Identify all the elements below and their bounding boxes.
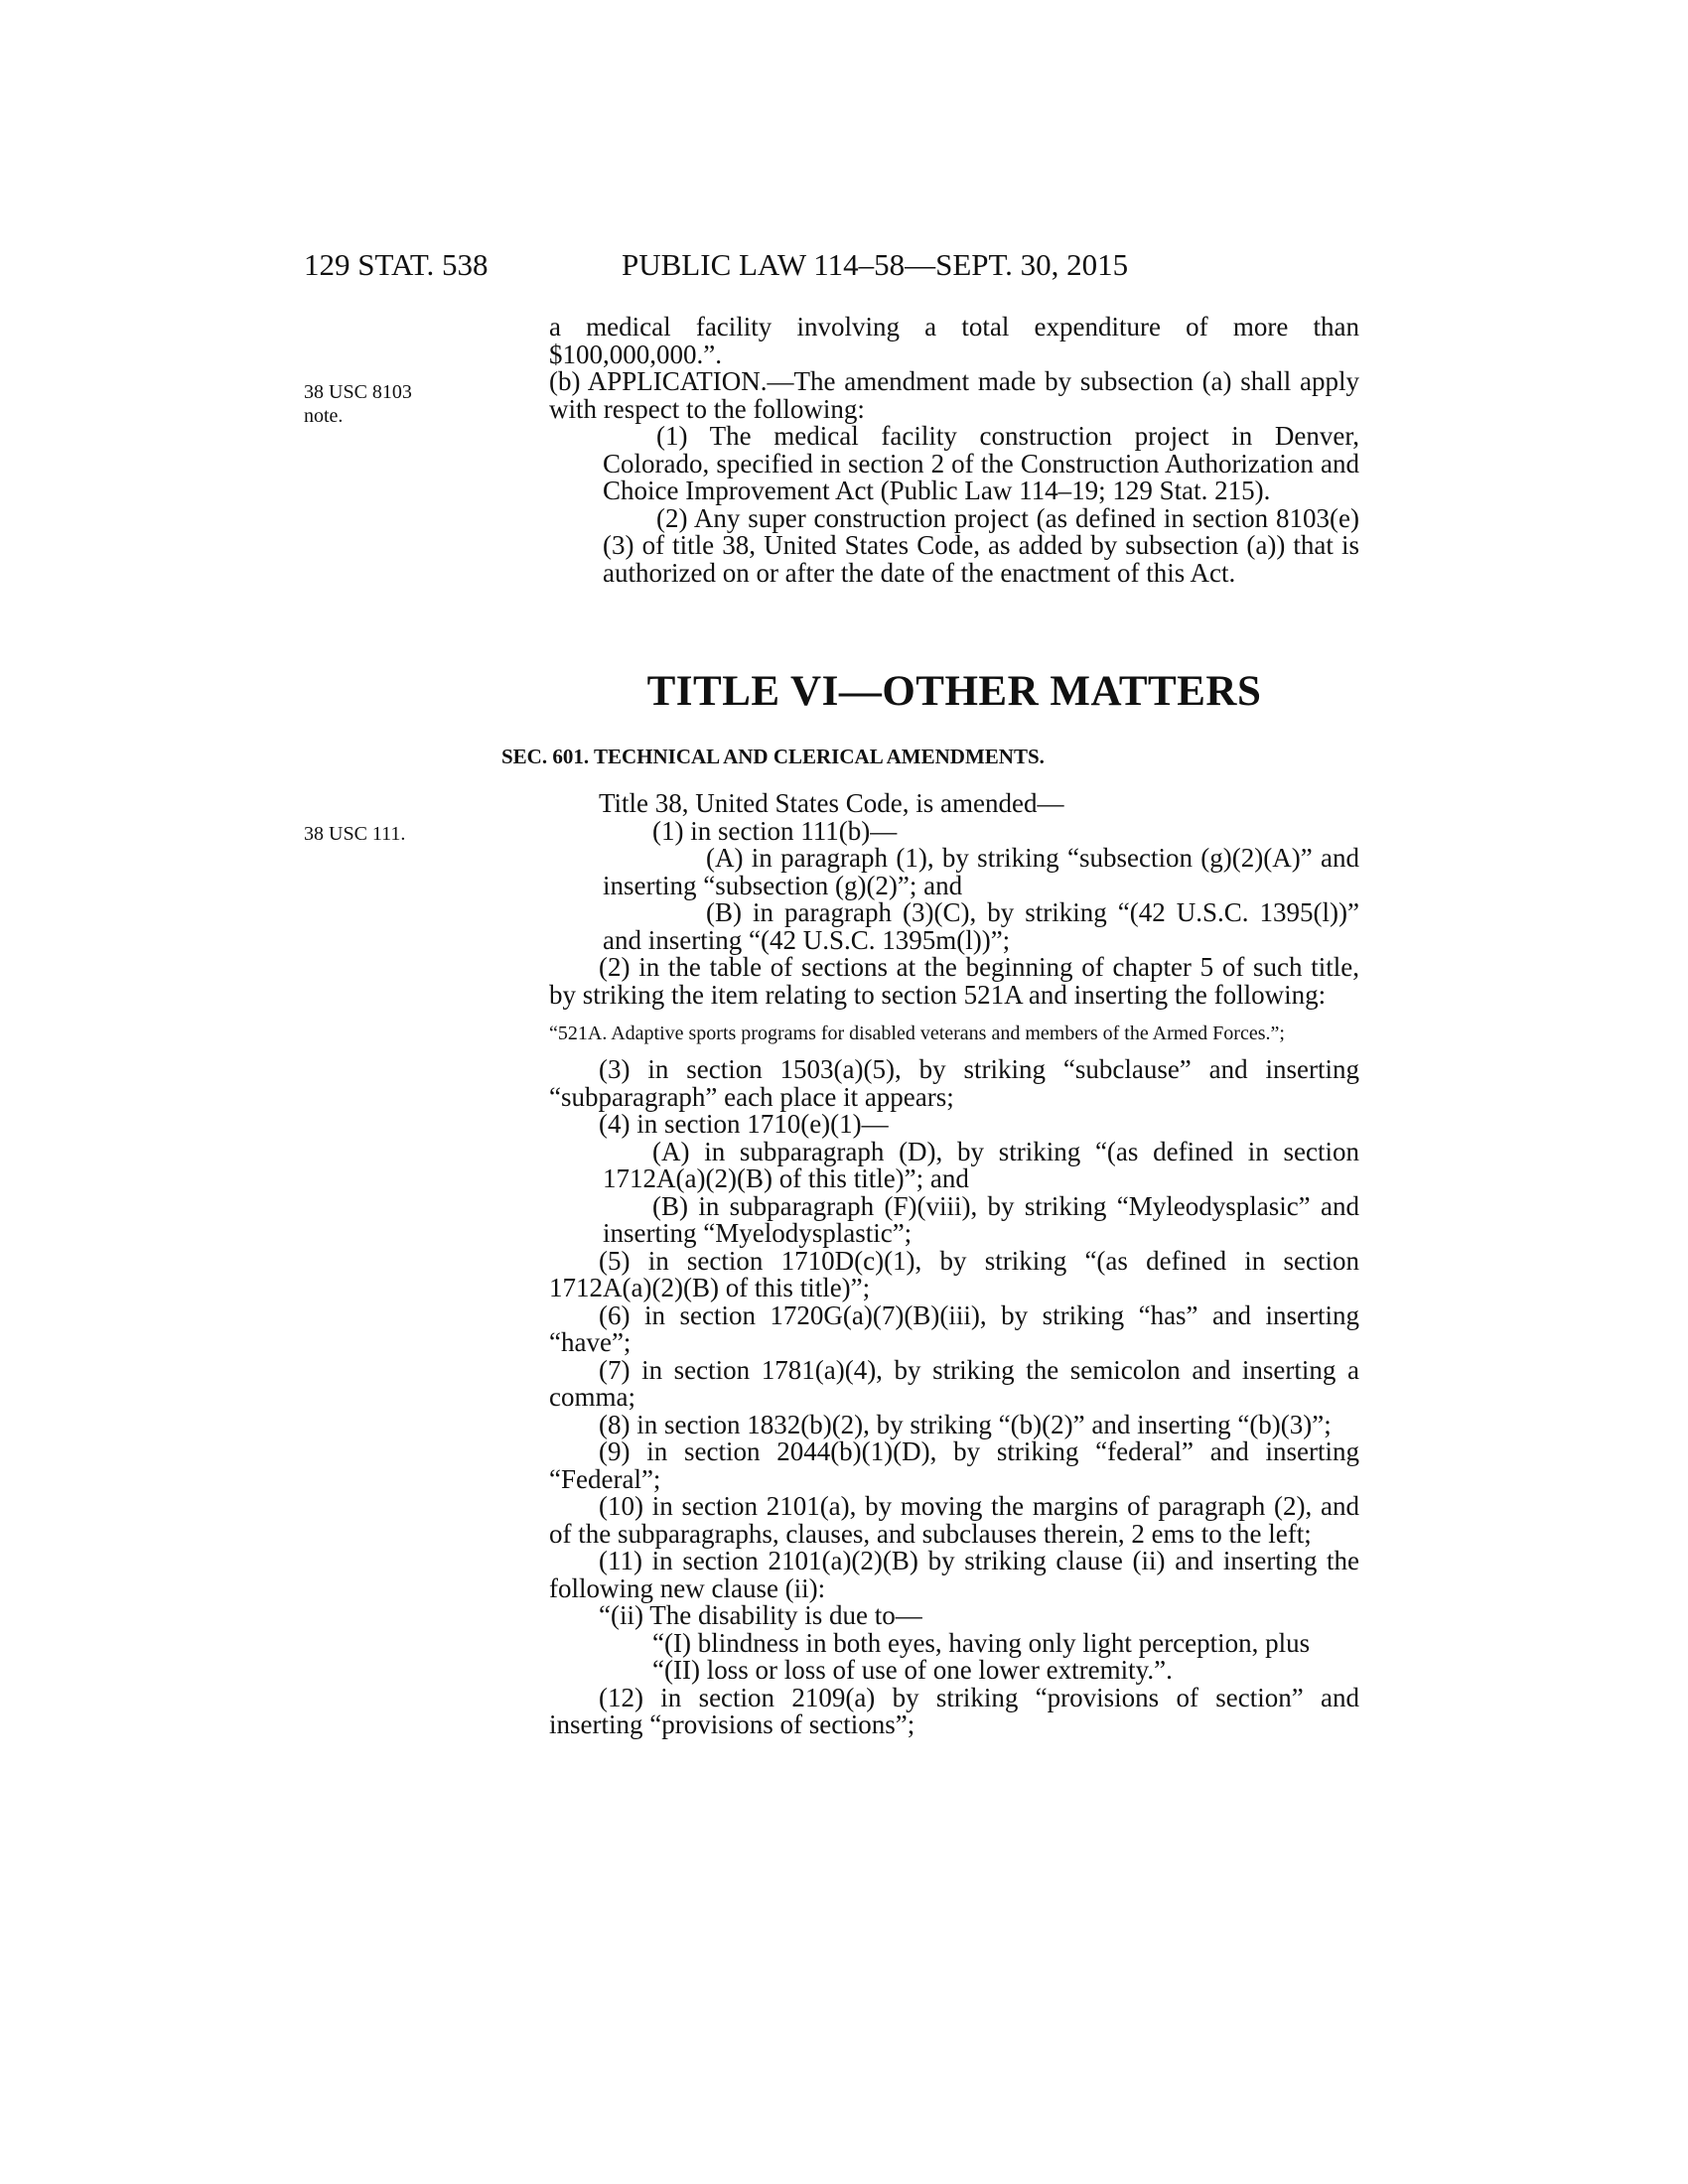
app-subitem-2: (2) Any super construction project (as defined in section 8103(e)(3) of title 38, United States Code, as added by subsection (a)) that is authorized on or after the date of the enactment of this Act. (603, 502, 1359, 588)
item-11: (11) in section 2101(a)(2)(B) by striking clause (ii) and inserting the following new clause (ii): (549, 1546, 1359, 1603)
item-4-b: (B) in subparagraph (F)(viii), by striking “Myleodysplasic” and inserting “Myelodysplastic”; (603, 1190, 1359, 1248)
section-heading: SEC. 601. TECHNICAL AND CLERICAL AMENDMENTS. (501, 745, 1045, 768)
toc-item-521a: “521A. Adaptive sports programs for disabled veterans and members of the Armed Forces.”; (549, 1023, 1285, 1044)
item-8: (8) in section 1832(b)(2), by striking “(b)(2)” and inserting “(b)(3)”; (599, 1409, 1332, 1439)
item-11-quoted-clause: “(ii) The disability is due to— (599, 1600, 922, 1630)
item-10: (10) in section 2101(a), by moving the margins of paragraph (2), and of the subparagraphs, clauses, and subclauses therein, 2 ems to the left; (549, 1491, 1359, 1549)
item-1: (1) in section 111(b)— (652, 815, 898, 846)
item-4-a: (A) in subparagraph (D), by striking “(as defined in section 1712A(a)(2)(B) of this title)”; and (603, 1136, 1359, 1193)
item-2: (2) in the table of sections at the beginning of chapter 5 of such title, by striking the item relating to section 521A and inserting the following: (549, 952, 1359, 1010)
item-5: (5) in section 1710D(c)(1), by striking “(as defined in section 1712A(a)(2)(B) of this title)”; (549, 1245, 1359, 1302)
item-11-subclause-i: “(I) blindness in both eyes, having only light perception, plus (652, 1627, 1311, 1658)
item-3: (3) in section 1503(a)(5), by striking “subclause” and inserting “subparagraph” each place it appears; (549, 1054, 1359, 1112)
public-law-header: PUBLIC LAW 114–58—SEPT. 30, 2015 (622, 247, 1129, 282)
item-1-b: (B) in paragraph (3)(C), by striking “(42 U.S.C. 1395(l))” and inserting “(42 U.S.C. 1395m(l))”; (603, 897, 1359, 955)
margin-note-usc-111: 38 USC 111. (304, 823, 406, 845)
item-4: (4) in section 1710(e)(1)— (599, 1109, 889, 1139)
margin-note-usc-8103: 38 USC 8103 note. (304, 381, 412, 427)
body-intro: Title 38, United States Code, is amended— (599, 788, 1064, 818)
application-block (549, 368, 1359, 423)
item-9: (9) in section 2044(b)(1)(D), by striking “federal” and inserting “Federal”; (549, 1436, 1359, 1494)
application-subitems (549, 423, 1359, 587)
section-601-body (549, 790, 1359, 1739)
app-subitem-1: (1) The medical facility construction project in Denver, Colorado, specified in section 2 of the Construction Authorization and Choice Improvement Act (Public Law 114–19; 129 Stat. 215). (603, 421, 1359, 505)
item-7: (7) in section 1781(a)(4), by striking the semicolon and inserting a comma; (549, 1354, 1359, 1412)
top-text-block (549, 314, 1359, 368)
item-11-subclause-ii: “(II) loss or loss of use of one lower extremity.”. (652, 1655, 1173, 1685)
paragraph-b-application: (b) APPLICATION.—The amendment made by subsection (a) shall apply with respect to the following: (549, 366, 1359, 424)
title-heading: TITLE VI—OTHER MATTERS (646, 668, 1262, 715)
page-stat-number: 129 STAT. 538 (304, 247, 489, 282)
item-1-a: (A) in paragraph (1), by striking “subsection (g)(2)(A)” and inserting “subsection (g)(2)”; and (603, 843, 1359, 900)
paragraph-continuation: a medical facility involving a total expenditure of more than $100,000,000.”. (549, 312, 1359, 369)
item-6: (6) in section 1720G(a)(7)(B)(iii), by striking “has” and inserting “have”; (549, 1299, 1359, 1357)
item-12: (12) in section 2109(a) by striking “provisions of section” and inserting “provisions of sections”; (549, 1682, 1359, 1739)
